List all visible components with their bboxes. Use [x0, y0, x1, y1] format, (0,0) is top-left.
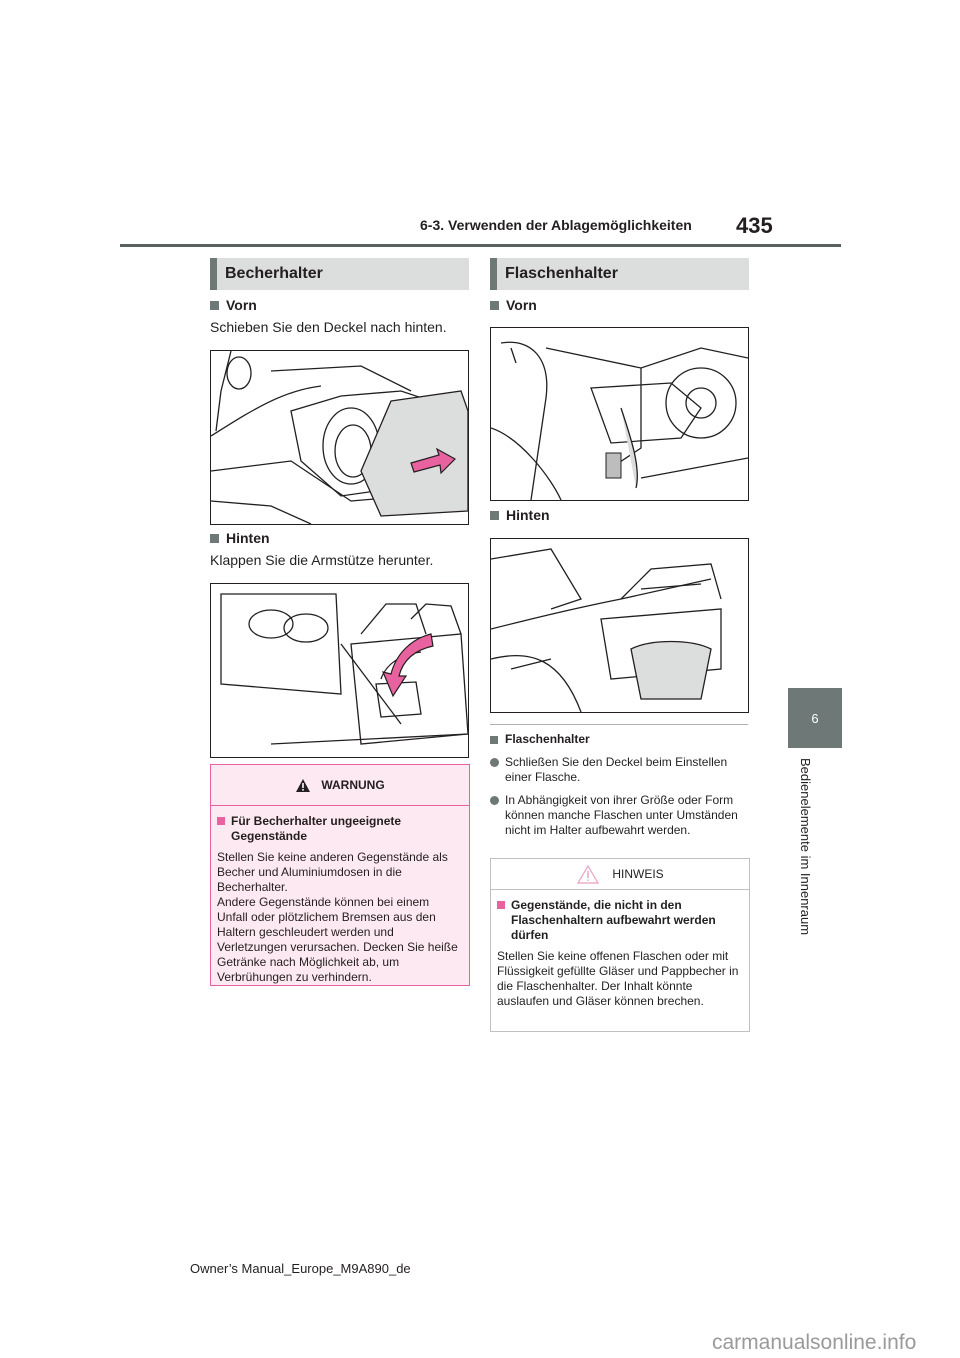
round-bullet-icon: [490, 758, 499, 767]
square-bullet-icon: [490, 511, 499, 520]
front-cup-holder-illustration: [211, 351, 468, 524]
note-title-row: [491, 859, 749, 890]
bottle-info-bullet-2: In Abhängigkeit von ihrer Größe oder Form können manche Flaschen unter Umständen nicht im Halter aufbewahrt werden.: [505, 793, 738, 837]
rear-bottle-holder-illustration: [491, 539, 748, 712]
cup-rear-subheading: [210, 530, 270, 546]
round-bullet-icon: [490, 796, 499, 805]
square-bullet-icon: [210, 534, 219, 543]
chapter-tab[interactable]: [788, 688, 842, 748]
separator-rule: [490, 724, 748, 725]
caution-triangle-icon: [576, 864, 600, 884]
bottle-holder-heading-text: Flaschenhalter: [505, 265, 618, 282]
note-item-title: Gegenstände, die nicht in den Flaschenhaltern aufbewahrt werden dürfen: [511, 898, 716, 942]
square-bullet-icon: [217, 817, 225, 825]
bottle-front-label: Vorn: [506, 297, 537, 313]
note-body: Stellen Sie keine offenen Flaschen oder mit Flüssigkeit gefüllte Gläser und Pappbecher in die Flaschenhalter. Der Inhalt könnte auslaufen und Gläser können brechen.: [497, 949, 739, 1008]
warning-box: [210, 764, 470, 986]
warning-triangle-icon: [295, 778, 311, 793]
warning-item-title: Für Becherhalter ungeeignete Gegenstände: [231, 814, 402, 843]
chapter-title: Bedienelemente im Innenraum: [798, 758, 813, 936]
chapter-number: 6: [811, 710, 819, 726]
watermark-text: carmanualsonline.info: [712, 1331, 917, 1354]
bottle-holder-heading: [490, 258, 749, 290]
header-rule: [120, 244, 841, 247]
rear-bottle-holder-figure: [490, 538, 749, 713]
bottle-rear-label: Hinten: [506, 507, 550, 523]
warning-body: Stellen Sie keine anderen Gegenstände als Becher und Aluminiumdosen in die Becherhalter.: [217, 850, 448, 894]
square-bullet-icon: [490, 736, 498, 744]
page-number: 435: [736, 213, 773, 238]
front-bottle-holder-figure: [490, 327, 749, 501]
cup-rear-text: Klappen Sie die Armstütze herunter.: [210, 552, 434, 568]
manual-id: Owner’s Manual_Europe_M9A890_de: [190, 1261, 411, 1276]
bottle-front-subheading: [490, 297, 537, 313]
rear-cup-holder-illustration: [211, 584, 468, 757]
cup-front-label: Vorn: [226, 297, 257, 313]
square-bullet-icon: [497, 901, 505, 909]
section-title: 6-3. Verwenden der Ablagemöglichkeiten: [420, 217, 692, 233]
cup-front-subheading: [210, 297, 257, 313]
cup-holder-heading-text: Becherhalter: [225, 265, 323, 282]
heading-bar: [490, 258, 497, 290]
warning-title-row: [211, 765, 469, 806]
heading-bar: [210, 258, 217, 290]
bottle-holder-highlight: [606, 453, 621, 478]
warning-title: WARNUNG: [321, 778, 385, 792]
cup-rear-label: Hinten: [226, 530, 270, 546]
bottle-rear-subheading: [490, 507, 550, 523]
front-bottle-holder-illustration: [491, 328, 748, 500]
rear-cup-holder-figure: [210, 583, 469, 758]
square-bullet-icon: [210, 301, 219, 310]
note-box: [490, 858, 750, 1032]
bottle-info-section: [490, 732, 748, 838]
warning-body-2: Andere Gegenstände können bei einem Unfall oder plötzlichem Bremsen aus den Haltern geschleudert werden und Verletzungen verursachen. Decken Sie heiße Getränke nach Möglichkeit ab, um Verbrühungen zu verhindern.: [217, 895, 458, 984]
bottle-info-bullet-1: Schließen Sie den Deckel beim Einstellen einer Flasche.: [505, 755, 728, 784]
square-bullet-icon: [490, 301, 499, 310]
note-title: HINWEIS: [612, 867, 664, 881]
front-cup-holder-figure: [210, 350, 469, 525]
cup-holder-heading: [210, 258, 469, 290]
cup-front-text: Schieben Sie den Deckel nach hinten.: [210, 319, 447, 335]
bottle-info-title: Flaschenhalter: [505, 732, 590, 746]
